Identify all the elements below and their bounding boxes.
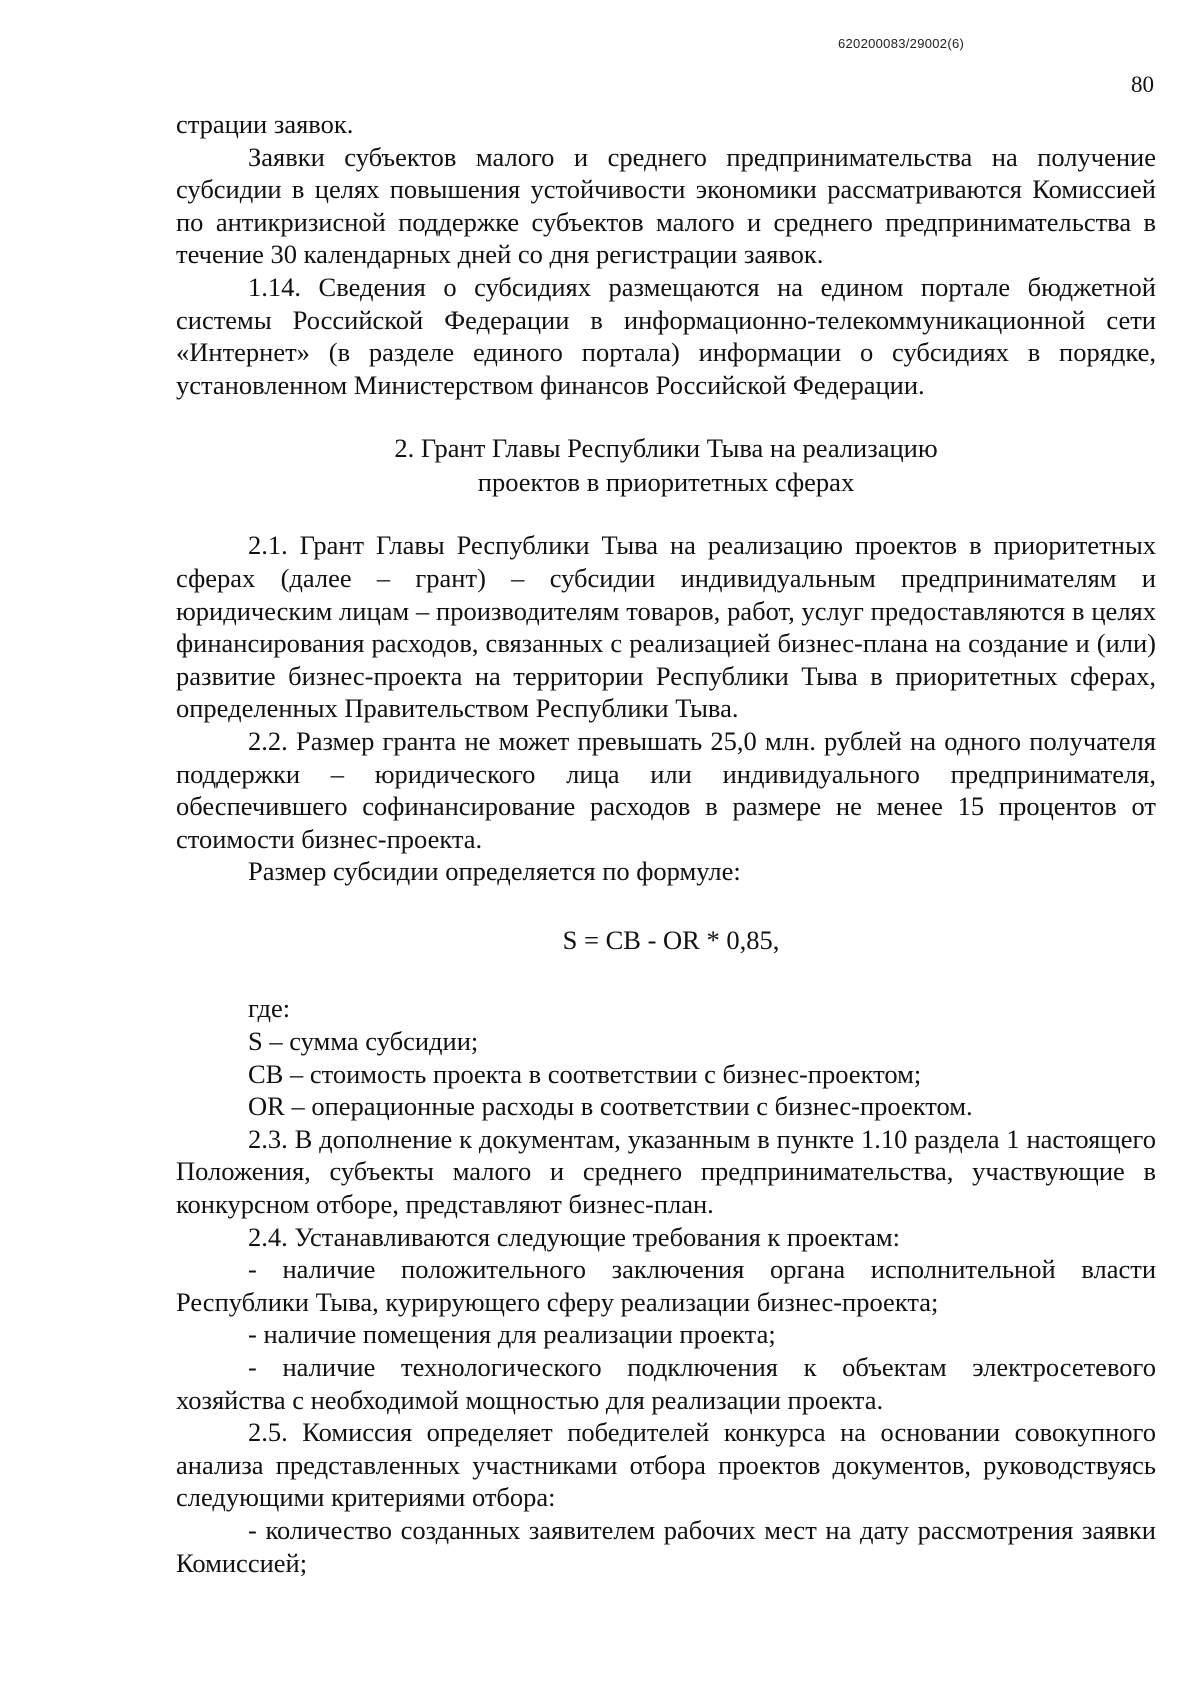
requirement-item-2: - наличие помещения для реализации проекта; <box>248 1319 776 1350</box>
document-body <box>176 108 1156 1579</box>
section-heading <box>176 431 1156 499</box>
paragraph-2-5: 2.5. Комиссия определяет победителей конкурса на основании совокупного анализа представленных участниками отбора проектов документов, руководствуясь следующими критериями отбора: <box>176 1417 1156 1513</box>
criteria-item-1: - количество созданных заявителем рабочих мест на дату рассмотрения заявки Комиссией; <box>176 1514 1156 1578</box>
document-number: 620200083/29002(6) <box>838 36 965 51</box>
paragraph-where: где: <box>248 993 291 1024</box>
paragraph-2-4: 2.4. Устанавливаются следующие требования к проектам: <box>248 1221 900 1252</box>
paragraph-1-14: 1.14. Сведения о субсидиях размещаются на едином портале бюджетной системы Российской Федерации в информационно-телекоммуникационной сети «Интернет» (в разделе единого портала) информации о субсидиях в порядке, установленном Министерством финансов Российской Федерации. <box>176 271 1156 400</box>
requirement-item-3: - наличие технологического подключения к объектам электросетевого хозяйства с необходимой мощностью для реализации проекта. <box>176 1352 1156 1415</box>
requirement-item-1: - наличие положительного заключения органа исполнительной власти Республики Тыва, курирующего сферу реализации бизнес-проекта; <box>176 1254 1156 1317</box>
section-heading-line-2: проектов в приоритетных сферах <box>477 467 855 498</box>
paragraph-2-3: 2.3. В дополнение к документам, указанным в пункте 1.10 раздела 1 настоящего Положения, субъекты малого и среднего предпринимательства, участвующие в конкурсном отборе, представляют бизнес-план. <box>176 1123 1156 1220</box>
paragraph-2-2: 2.2. Размер гранта не может превышать 25,0 млн. рублей на одного получателя поддержки – юридического лица или индивидуального предпринимателя, обеспечившего софинансирование расходов в размере не менее 15 процентов от стоимости бизнес-проекта. <box>176 725 1156 854</box>
definition-cb: CB – стоимость проекта в соответствии с бизнес-проектом; <box>248 1058 922 1089</box>
paragraph-applications: Заявки субъектов малого и среднего предпринимательства на получение субсидии в целях повышения устойчивости экономики рассматриваются Комиссией по антикризисной поддержке субъектов малого и среднего предпринимательства в течение 30 календарных дней со дня регистрации заявок. <box>176 141 1156 270</box>
subsidy-formula: S = CB - OR * 0,85, <box>562 924 780 955</box>
paragraph-2-1: 2.1. Грант Главы Республики Тыва на реализацию проектов в приоритетных сферах (далее – грант) – субсидии индивидуальным предпринимателям и юридическим лицам – производителям товаров, работ, услуг предоставляются в целях финансирования расходов, связанных с реализацией бизнес-плана на создание и (или) развитие бизнес-проекта на территории Республики Тыва в приоритетных сферах, определенных Правительством Республики Тыва. <box>176 530 1156 724</box>
page-number: 80 <box>1131 72 1154 97</box>
paragraph-continuation: страции заявок. <box>176 109 354 139</box>
definition-or: OR – операционные расходы в соответствии с бизнес-проектом. <box>248 1091 973 1122</box>
section-heading-line-1: 2. Грант Главы Республики Тыва на реализацию <box>394 433 938 464</box>
definition-s: S – сумма субсидии; <box>248 1026 479 1057</box>
paragraph-formula-intro: Размер субсидии определяется по формуле: <box>248 856 741 887</box>
